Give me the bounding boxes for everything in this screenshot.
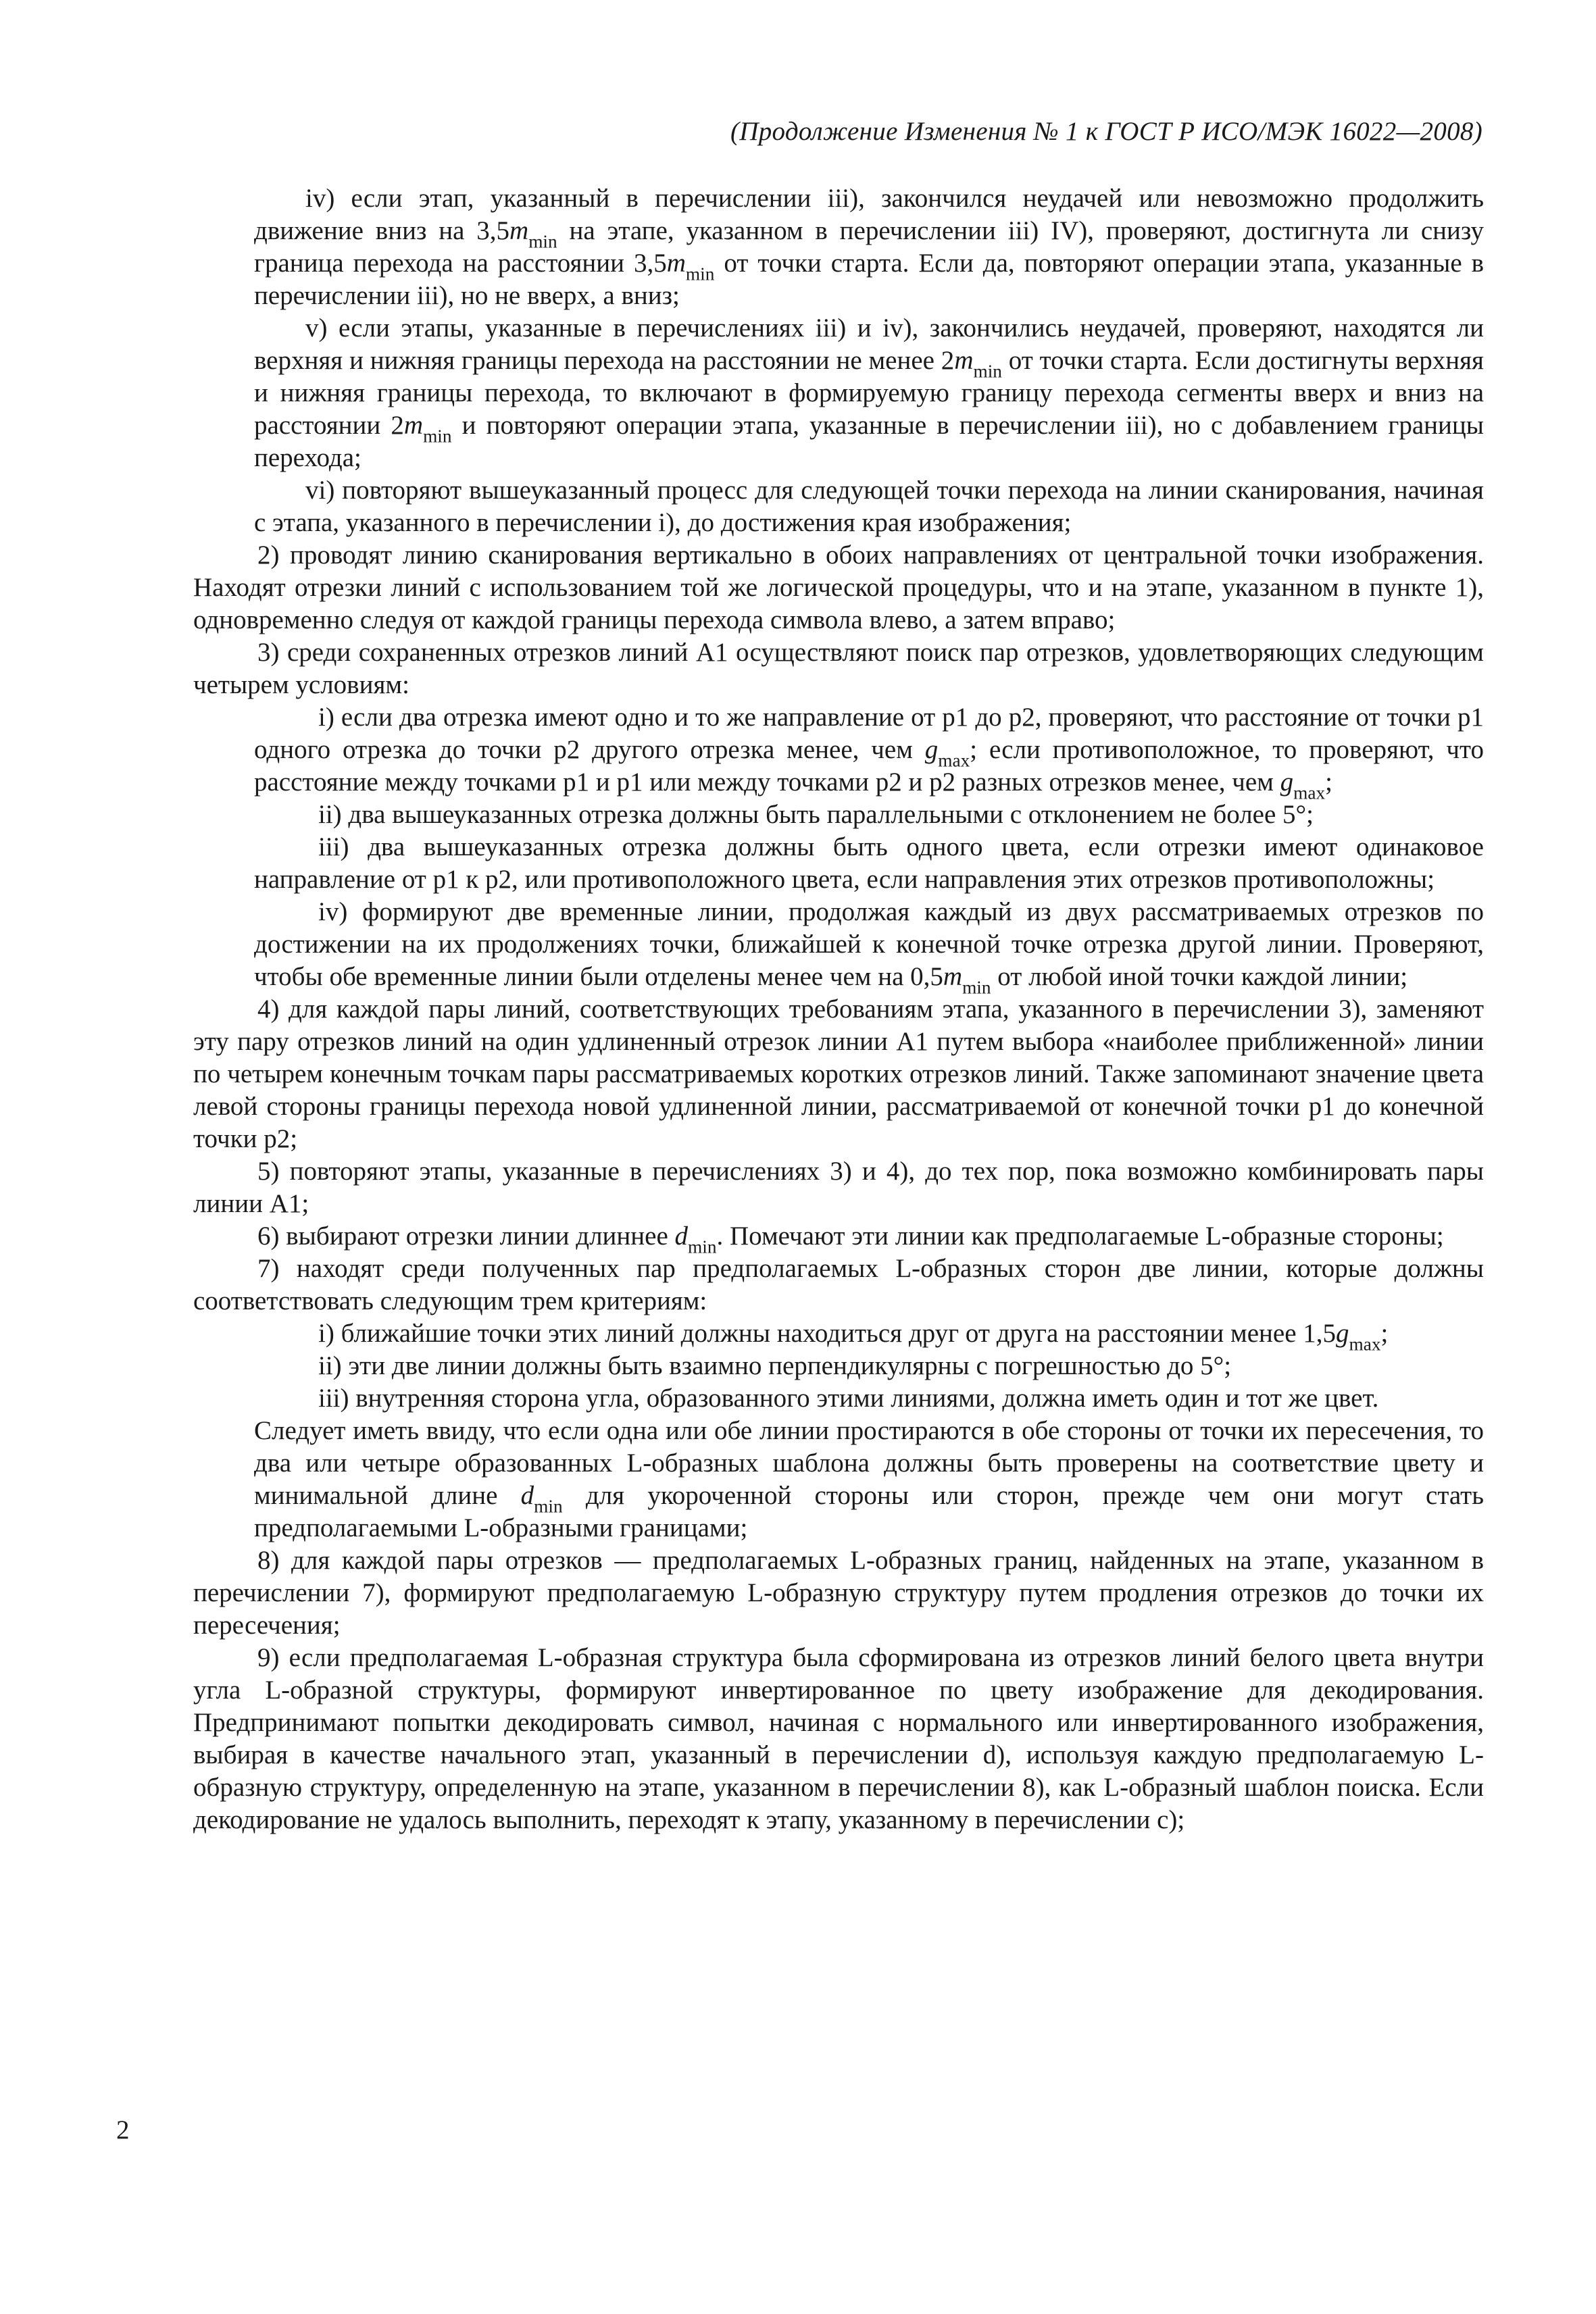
paragraph-7-iii: iii) внутренняя сторона угла, образованного этими линиями, должна иметь один и тот же цвет. [318,1384,1379,1413]
paragraph-4: 4) для каждой пары линий, соответствующих требованиям этапа, указанного в перечислении 3), заменяют эту пару отрезков линий на один удлиненный отрезок линии A1 путем выбора «наиболее приближенной» линии по четырем конечным точкам пары рассматриваемых коротких отрезков линий. Также запоминают значение цвета левой стороны границы перехода новой удлиненной линии, рассматриваемой от конечной точки p1 до конечной точки p2; [193,995,1484,1153]
paragraph-3-i: i) если два отрезка имеют одно и то же направление от p1 до p2, проверяют, что расстояние от точки p1 одного отрезка до точки p2 другого отрезка менее, чем $g_{max}$; если противоположное, то проверяют, что расстояние между точками p1 и p1 или между точками p2 и p2 разных отрезков менее, чем $g_{max}$; [254,703,1484,803]
page-number: 2 [116,2115,130,2144]
paragraph-2: 2) проводят линию сканирования вертикально в обоих направлениях от центральной точки изображения. Находят отрезки линий с использованием той же логической процедуры, что и на этапе, указанном в пункте 1), одновременно следуя от каждой границы перехода символа влево, а затем вправо; [193,540,1484,634]
paragraph-v: v) если этапы, указанные в перечислениях iii) и iv), закончились неудачей, проверяют, находятся ли верхняя и нижняя границы перехода на расстоянии не менее $2m_{min}$ от точки старта. Если достигнуты верхняя и нижняя границы перехода, то включают в формируемую границу перехода сегменты вверх и вниз на расстоянии $2m_{min}$ и повторяют операции этапа, указанные в перечислении iii), но с добавлением границы перехода; [254,313,1484,472]
paragraph-3-iv: iv) формируют две временные линии, продолжая каждый из двух рассматриваемых отрезков по достижении на их продолжениях точки, ближайшей к конечной точке отрезка другой линии. Проверяют, чтобы обе временные линии были отделены менее чем на $0,5m_{min}$ от любой иной точки каждой линии; [254,897,1484,998]
paragraph-9: 9) если предполагаемая L-образная структура была сформирована из отрезков линий белого цвета внутри угла L-образной структуры, формируют инвертированное по цвету изображение для декодирования. Предпринимают попытки декодировать символ, начиная с нормального или инвертированного изображения, выбирая в качестве начального этап, указанный в перечислении d), используя каждую предполагаемую L-образную структуру, определенную на этапе, указанном в перечислении 8), как L-образный шаблон поиска. Если декодирование не удалось выполнить, переходят к этапу, указанному в перечислении c); [193,1643,1484,1834]
paragraph-7-note: Следует иметь ввиду, что если одна или обе линии простираются в обе стороны от точки их пересечения, то два или четыре образованных L-образных шаблона должны быть проверены на соответствие цвету и минимальной длине $d_{min}$ для укороченной стороны или сторон, прежде чем они могут стать предполагаемыми L-образными границами; [254,1416,1484,1542]
paragraph-3-iii: iii) два вышеуказанных отрезка должны быть одного цвета, если отрезки имеют одинаковое направление от p1 к p2, или противоположного цвета, если направления этих отрезков противоположны; [254,832,1484,894]
paragraph-6: 6) выбирают отрезки линии длиннее $d_{min}$. Помечают эти линии как предполагаемые L-образные стороны; [257,1222,1444,1257]
paragraph-3: 3) среди сохраненных отрезков линий A1 осуществляют поиск пар отрезков, удовлетворяющих следующим четырем условиям: [193,638,1484,699]
paragraph-vi: vi) повторяют вышеуказанный процесс для следующей точки перехода на линии сканирования, начиная с этапа, указанного в перечислении i), до достижения края изображения; [254,476,1484,537]
paragraph-3-ii: ii) два вышеуказанных отрезка должны быть параллельными с отклонением не более 5°; [318,800,1314,829]
paragraph-7-i: i) ближайшие точки этих линий должны находиться друг от друга на расстоянии менее $1,5g_{max}$; [318,1319,1389,1355]
paragraph-5: 5) повторяют этапы, указанные в перечислениях 3) и 4), до тех пор, пока возможно комбинировать пары линии A1; [193,1157,1484,1218]
document-body [193,182,1484,1836]
paragraph-iv: iv) если этап, указанный в перечислении iii), закончился неудачей или невозможно продолжить движение вниз на $3,5m_{min}$ на этапе, указанном в перечислении iii) IV), проверяют, достигнута ли снизу граница перехода на расстоянии $3,5m_{min}$ от точки старта. Если да, повторяют операции этапа, указанные в перечислении iii), но не вверх, а вниз; [254,184,1485,310]
document-header: (Продолжение Изменения № 1 к ГОСТ Р ИСО/МЭК 16022—2008) [730,117,1482,146]
paragraph-7: 7) находят среди полученных пар предполагаемых L-образных сторон две линии, которые должны соответствовать следующим трем критериям: [193,1254,1484,1315]
paragraph-7-ii: ii) эти две линии должны быть взаимно перпендикулярны с погрешностью до 5°; [318,1351,1232,1380]
paragraph-8: 8) для каждой пары отрезков — предполагаемых L-образных границ, найденных на этапе, указанном в перечислении 7), формируют предполагаемую L-образную структуру путем продления отрезков до точки их пересечения; [193,1546,1484,1640]
